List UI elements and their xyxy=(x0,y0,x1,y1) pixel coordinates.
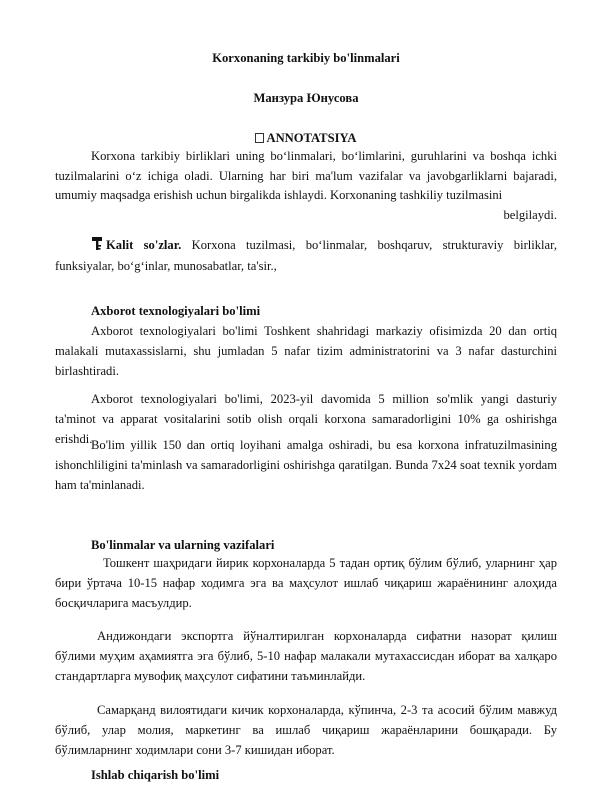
document-title: Korxonaning tarkibiy bo'linmalari xyxy=(212,51,400,65)
divisions-paragraph-2: Андижондаги экспортга йўналтирилган корхоналарда сифатни назорат қилиш бўлими муҳим аҳамиятга эга бўлиб, 5-10 нафар малакали мутахассисдан иборат ва халқаро стандартларга мувофиқ маҳсулот сифатини таъминлайди. xyxy=(55,629,557,683)
divisions-paragraph-3: Самарқанд вилоятидаги кичик корхоналарда, кўпинча, 2-3 та асосий бўлим мавжуд бўлиб, улар молия, маркетинг ва ишлаб чиқариш жараёнларини бошқаради. Бу бўлимларнинг ходимлари сони 3-7 кишидан иборат. xyxy=(55,703,557,757)
abstract-heading-line xyxy=(0,128,612,148)
it-paragraph-2: Axborot texnologiyalari bo'limi, 2023-yil davomida 5 million so'mlik yangi dasturiy ta'minot va apparat vositalarini sotib olish orqali korxona samaradorligini 10% ga oshirishga erishdi. xyxy=(55,392,557,446)
keywords-paragraph xyxy=(55,235,557,277)
key-icon xyxy=(91,237,103,251)
keywords-text: Korxona tuzilmasi, bo‘linmalar, boshqaruv, strukturaviy birliklar, funksiyalar, bo‘g‘inlar, munosabatlar, ta'sir., xyxy=(55,238,557,273)
abstract-tail: belgilaydi. xyxy=(503,208,557,222)
author-name: Манзура Юнусова xyxy=(253,91,359,105)
divisions-paragraph-1: Тошкент шаҳридаги йирик корхоналарда 5 тадан ортиқ бўлим бўлиб, уларнинг ҳар бири ўртача 10-15 нафар ходимга эга ва маҳсулот ишлаб чиқариш жараёнининг алоҳида босқичларига масъулдир. xyxy=(55,556,557,610)
it-paragraph-3: Bo'lim yillik 150 dan ortiq loyihani amalga oshiradi, bu esa korxona infratuzilmasining ishonchliligini ta'minlash va samaradorligini oshirishga qaratilgan. Bunda 7x24 soat texnik yordam ham ta'minlanadi. xyxy=(55,438,557,492)
abstract-heading: ANNOTATSIYA xyxy=(266,131,357,145)
section-heading-production: Ishlab chiqarish bo'limi xyxy=(91,768,220,782)
keywords-label: Kalit so'zlar. xyxy=(106,238,182,252)
placeholder-square-icon xyxy=(255,133,264,143)
section-heading-it: Axborot texnologiyalari bo'limi xyxy=(91,304,261,318)
it-paragraph-1: Axborot texnologiyalari bo'limi Toshkent shahridagi markaziy ofisimizda 20 dan ortiq malakali mutaxassislarni, shu jumladan 5 nafar tizim administratorini va 3 nafar dasturchini birlashtiradi. xyxy=(55,324,557,378)
abstract-paragraph: Korxona tarkibiy birliklari uning bo‘linmalari, bo‘limlarini, guruhlarini va boshqa ichki tuzilmalarini o‘z ichiga oladi. Ularning har biri ma'lum vazifalar va javobgarliklarni bajaradi, umumiy maqsadga erishish uchun birgalikda ishlaydi. Korxonaning tashkiliy tuzilmasini xyxy=(55,149,557,202)
section-heading-divisions: Bo'linmalar va ularning vazifalari xyxy=(91,538,275,552)
